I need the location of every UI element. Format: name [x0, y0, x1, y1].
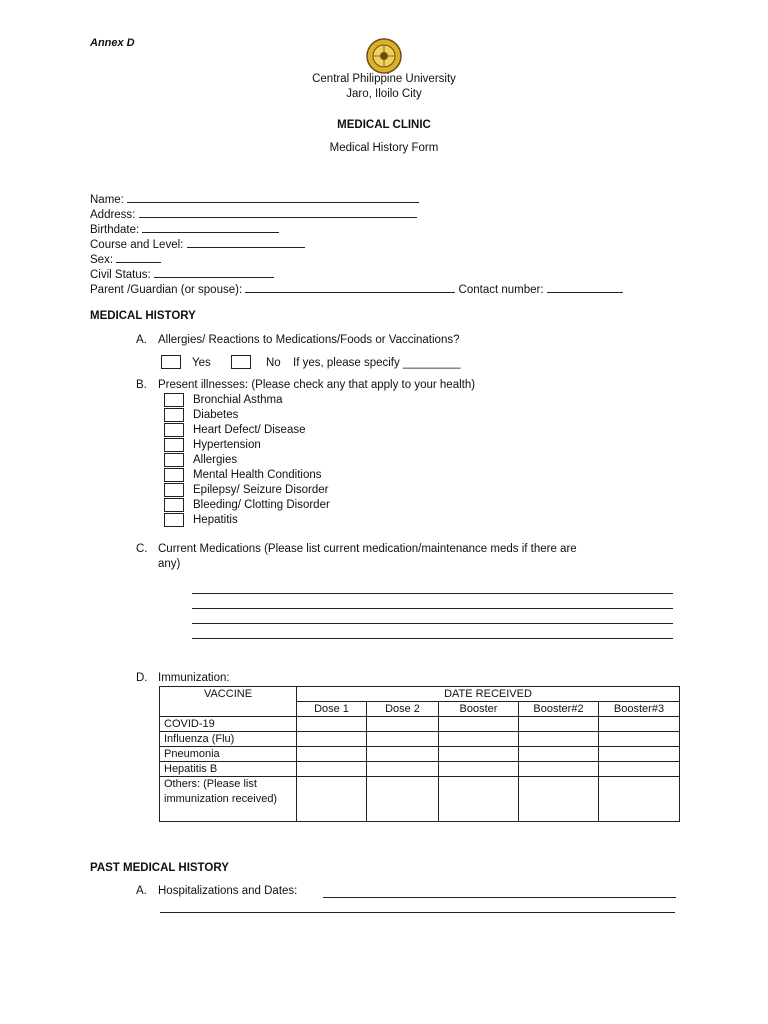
- date-cell[interactable]: [297, 762, 367, 777]
- specify-label: If yes, please specify _________: [293, 357, 461, 369]
- illness-checkbox[interactable]: [164, 483, 184, 497]
- section-c-marker: C.: [136, 543, 148, 555]
- illness-checkbox[interactable]: [164, 513, 184, 527]
- date-cell[interactable]: [519, 762, 599, 777]
- medical-history-heading: MEDICAL HISTORY: [90, 310, 196, 322]
- illness-label: Heart Defect/ Disease: [193, 424, 306, 436]
- university-seal-logo: [362, 37, 406, 75]
- yes-label: Yes: [192, 357, 211, 369]
- date-cell[interactable]: [439, 747, 519, 762]
- no-label: No: [266, 357, 281, 369]
- civil-status-field[interactable]: [90, 266, 274, 281]
- university-name: Central Philippine University: [312, 73, 456, 85]
- contact-blank[interactable]: [547, 281, 623, 293]
- parent-blank[interactable]: [245, 281, 455, 293]
- date-cell[interactable]: [297, 717, 367, 732]
- section-a-marker: A.: [136, 334, 147, 346]
- section-b-marker: B.: [136, 379, 147, 391]
- illness-checkbox[interactable]: [164, 408, 184, 422]
- address-label: Address:: [90, 209, 136, 221]
- form-title: Medical History Form: [329, 142, 439, 154]
- address-field[interactable]: [90, 206, 417, 221]
- date-cell[interactable]: [519, 747, 599, 762]
- date-cell[interactable]: [367, 762, 439, 777]
- column-header: Dose 1: [297, 702, 367, 717]
- date-cell[interactable]: [297, 747, 367, 762]
- illness-label: Epilepsy/ Seizure Disorder: [193, 484, 329, 496]
- name-field[interactable]: [90, 191, 419, 206]
- column-header: Booster#2: [519, 702, 599, 717]
- hospitalizations-line[interactable]: [323, 897, 676, 898]
- date-cell[interactable]: [599, 777, 680, 822]
- illness-checkbox[interactable]: [164, 453, 184, 467]
- name-label: Name:: [90, 194, 124, 206]
- date-cell[interactable]: [439, 732, 519, 747]
- date-cell[interactable]: [519, 732, 599, 747]
- table-row: [160, 717, 680, 732]
- date-cell[interactable]: [367, 747, 439, 762]
- vaccine-name: COVID-19: [160, 717, 297, 732]
- date-received-header: DATE RECEIVED: [297, 687, 680, 702]
- civil-status-label: Civil Status:: [90, 269, 151, 281]
- illness-checkbox[interactable]: [164, 438, 184, 452]
- medication-line[interactable]: [192, 608, 673, 609]
- parent-field[interactable]: [90, 281, 623, 296]
- birthdate-blank[interactable]: [142, 221, 279, 233]
- present-illnesses-question: Present illnesses: (Please check any that apply to your health): [158, 379, 476, 391]
- medication-line[interactable]: [192, 623, 673, 624]
- date-cell[interactable]: [367, 717, 439, 732]
- vaccine-name: Others: (Please list immunization received): [160, 777, 297, 822]
- birthdate-field[interactable]: [90, 221, 279, 236]
- course-blank[interactable]: [187, 236, 305, 248]
- date-cell[interactable]: [599, 717, 680, 732]
- date-cell[interactable]: [599, 762, 680, 777]
- allergies-question: Allergies/ Reactions to Medications/Foods or Vaccinations?: [158, 334, 460, 346]
- past-a-marker: A.: [136, 885, 147, 897]
- vaccine-name: Pneumonia: [160, 747, 297, 762]
- hospitalizations-label: Hospitalizations and Dates:: [158, 885, 298, 897]
- illness-label: Mental Health Conditions: [193, 469, 322, 481]
- medication-line[interactable]: [192, 593, 673, 594]
- column-header: Dose 2: [367, 702, 439, 717]
- hospitalizations-line[interactable]: [160, 912, 675, 913]
- illness-checkbox[interactable]: [164, 423, 184, 437]
- past-medical-history-heading: PAST MEDICAL HISTORY: [90, 862, 229, 874]
- contact-label: Contact number:: [458, 284, 544, 296]
- medications-question-cont: any): [158, 558, 181, 570]
- immunization-heading: Immunization:: [158, 672, 230, 684]
- table-row: [160, 747, 680, 762]
- date-cell[interactable]: [439, 717, 519, 732]
- column-header: Booster: [439, 702, 519, 717]
- address-blank[interactable]: [139, 206, 417, 218]
- sex-blank[interactable]: [116, 251, 161, 263]
- date-cell[interactable]: [297, 777, 367, 822]
- section-d-marker: D.: [136, 672, 148, 684]
- date-cell[interactable]: [439, 777, 519, 822]
- table-row: [160, 762, 680, 777]
- vaccine-name: Hepatitis B: [160, 762, 297, 777]
- column-header: Booster#3: [599, 702, 680, 717]
- university-location: Jaro, Iloilo City: [346, 88, 422, 100]
- parent-label: Parent /Guardian (or spouse):: [90, 284, 243, 296]
- course-field[interactable]: [90, 236, 305, 251]
- course-label: Course and Level:: [90, 239, 184, 251]
- date-cell[interactable]: [439, 762, 519, 777]
- date-cell[interactable]: [519, 717, 599, 732]
- sex-label: Sex:: [90, 254, 114, 266]
- illness-label: Bleeding/ Clotting Disorder: [193, 499, 330, 511]
- table-row: [160, 777, 680, 822]
- yes-checkbox[interactable]: [161, 355, 181, 369]
- civil-status-blank[interactable]: [154, 266, 274, 278]
- vaccine-header: VACCINE: [160, 687, 297, 717]
- date-cell[interactable]: [599, 747, 680, 762]
- illness-checkbox[interactable]: [164, 393, 184, 407]
- medications-question: Current Medications (Please list current medication/maintenance meds if there are: [158, 543, 577, 555]
- name-blank[interactable]: [127, 191, 419, 203]
- illness-label: Diabetes: [193, 409, 239, 421]
- illness-label: Bronchial Asthma: [193, 394, 283, 406]
- annex-label: Annex D: [90, 37, 135, 49]
- no-checkbox[interactable]: [231, 355, 251, 369]
- date-cell[interactable]: [599, 732, 680, 747]
- illness-label: Hypertension: [193, 439, 261, 451]
- date-cell[interactable]: [367, 732, 439, 747]
- birthdate-label: Birthdate:: [90, 224, 140, 236]
- clinic-title: MEDICAL CLINIC: [337, 119, 431, 131]
- date-cell[interactable]: [367, 777, 439, 822]
- illness-checkbox[interactable]: [164, 498, 184, 512]
- date-cell[interactable]: [519, 777, 599, 822]
- sex-field[interactable]: [90, 251, 161, 266]
- table-row: [160, 732, 680, 747]
- medication-line[interactable]: [192, 638, 673, 639]
- date-cell[interactable]: [297, 732, 367, 747]
- immunization-table: [159, 686, 680, 822]
- illness-label: Allergies: [193, 454, 238, 466]
- illness-label: Hepatitis: [193, 514, 238, 526]
- illness-checkbox[interactable]: [164, 468, 184, 482]
- vaccine-name: Influenza (Flu): [160, 732, 297, 747]
